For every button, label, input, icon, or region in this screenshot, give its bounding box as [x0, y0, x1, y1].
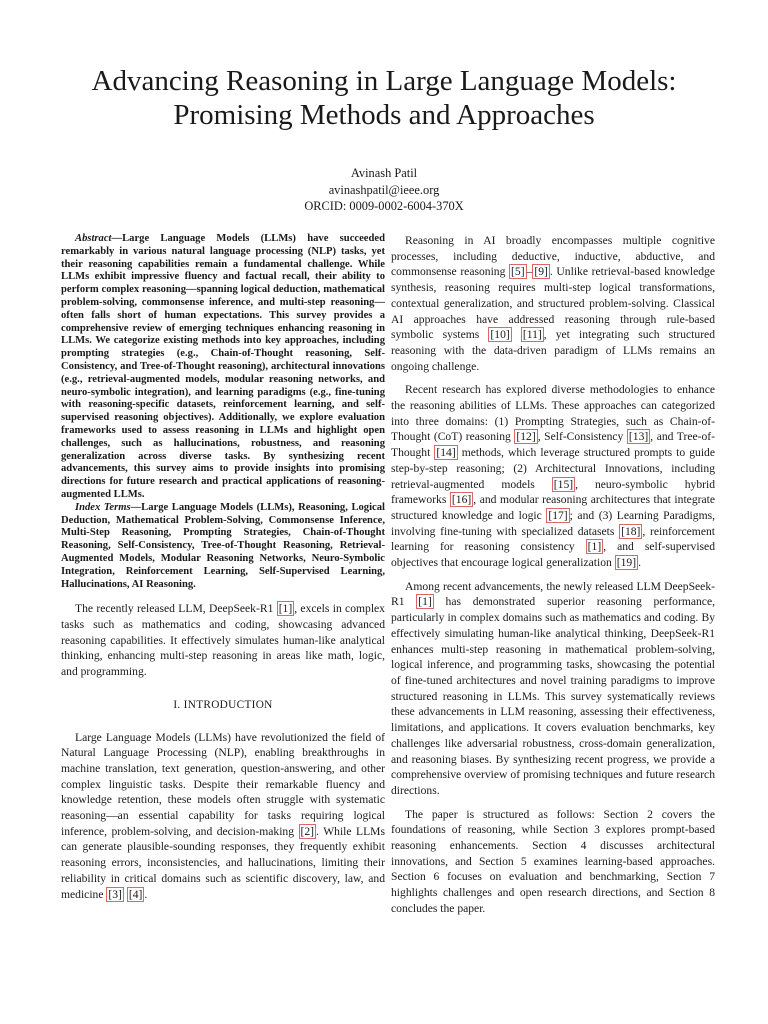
- citation-link[interactable]: [9]: [534, 265, 548, 279]
- text: . Unlike retrieval-based knowledge synthesis, reasoning requires multi-step logical transformations, contextual generalization, and structured problem-solving. Classical AI approaches have addressed reasoning through rule-based symbolic systems: [391, 265, 715, 342]
- author-block: [40, 165, 728, 215]
- section-number: I.: [173, 698, 184, 711]
- abstract-label: Abstract: [75, 233, 112, 244]
- author-orcid: ORCID: 0009-0002-6004-370X: [304, 199, 464, 213]
- text: . While LLMs can generate plausible-sounding responses, they frequently exhibit reasoning errors, inconsistencies, and hallucinations, limiting their reliability in critical domains such as scientific discovery, law, and medicine: [61, 824, 385, 901]
- text: .: [144, 887, 148, 901]
- text: Recent research has explored diverse methodologies to enhance the reasoning abilities of LLMs. These approaches can categorized into three domains: (1) Prompting Strategies, such as Chain-of-Thought (CoT) reasoning: [391, 383, 715, 444]
- citation-link[interactable]: [13]: [628, 430, 649, 444]
- index-terms: [61, 502, 385, 592]
- citation-link[interactable]: [1]: [278, 602, 293, 616]
- abstract-text: —Large Language Models (LLMs) have succeeded remarkably in various natural language processing (NLP) tasks, yet their reasoning capabilities remain a fundamental challenge. While LLMs exhibit impressive fluency and factual recall, their ability to perform complex reasoning—spanning logical deduction, mathematical problem-solving, commonsense inference, and multi-step reasoning—often falls short of human expectations. This survey provides a comprehensive review of emerging techniques enhancing reasoning in LLMs. We categorize existing methods into key approaches, including prompting strategies (e.g., Chain-of-Thought reasoning, Self-Consistency, and Tree-of-Thought reasoning), architectural innovations (e.g., retrieval-augmented models, modular reasoning networks, and neuro-symbolic integration), and learning paradigms (e.g., fine-tuning with reasoning-specific datasets, reinforcement learning, and self-supervised reasoning objectives). Additionally, we explore evaluation frameworks used to assess reasoning in LLMs and highlight open challenges, such as hallucinations, robustness, and reasoning generalization across diverse tasks. By synthesizing recent advancements, this survey aims to provide insights into promising directions for future research and practical applications of reasoning-augmented LLMs.: [61, 233, 385, 500]
- citation-link[interactable]: [4]: [128, 887, 143, 901]
- citation-link[interactable]: [15]: [553, 477, 574, 491]
- paragraph-methodologies: [391, 382, 715, 570]
- section-rest: NTRODUCTION: [187, 698, 273, 711]
- citation-link[interactable]: [3]: [108, 887, 122, 901]
- citation-link[interactable]: [14]: [436, 446, 456, 460]
- index-terms-label: Index Terms: [75, 501, 131, 513]
- paragraph-intro: [61, 730, 385, 903]
- citation-link[interactable]: [18]: [621, 524, 641, 538]
- author-name: Avinash Patil: [350, 166, 418, 180]
- paper-title: [40, 64, 728, 132]
- section-heading: [61, 698, 385, 714]
- text: The recently released LLM, DeepSeek-R1: [75, 602, 277, 616]
- citation-link[interactable]: [17]: [548, 508, 568, 522]
- text: , and Tree-of-Thought: [391, 430, 715, 460]
- paragraph-reasoning-ai: [391, 233, 715, 374]
- citation-link[interactable]: [2]: [300, 824, 315, 838]
- text: has demonstrated superior reasoning performance, particularly in complex domains such as mathematics and coding. By effectively simulating human-like analytical thinking, DeepSeek-R1 enhances multi-step reasoning in mathematical problem-solving, logical inference, and programming tasks, showcasing the potential of fine-tuned architectures and novel training paradigms to improve structured reasoning in LLMs. This survey systematically reviews these advancements in LLM reasoning, assessing their effectiveness, limitations, and applications. It covers evaluation benchmarks, key challenges like adversarial robustness, cross-domain generalization, and reasoning biases. By synthesizing recent progress, we provide a comprehensive overview of promising techniques and future research directions.: [391, 595, 715, 797]
- index-terms-text: —Large Language Models (LLMs), Reasoning, Logical Deduction, Mathematical Problem-Solving, Commonsense Inference, Multi-Step Reasoning, Prompting Strategies, Chain-of-Thought Reasoning, Self-Consistency, Tree-of-Thought Reasoning, Retrieval-Augmented Models, Modular Reasoning Networks, Neuro-Symbolic Integration, Reinforcement Learning, Self-Supervised Learning, Hallucinations, AI Reasoning.: [61, 501, 385, 590]
- text: methods, which leverage structured prompts to guide step-by-step reasoning; (2) Architectural Innovations, including retrieval-augmented models: [391, 446, 715, 491]
- paragraph-structure: The paper is structured as follows: Section 2 covers the foundations of reasoning, while Section 3 explores prompt-based reasoning enhancements. Section 4 discusses architectural innovations, and Section 5 examines learning-based approaches. Section 6 focuses on evaluation and benchmarking, Section 7 highlights challenges and open research directions, and Section 8 concludes the paper.: [391, 807, 715, 915]
- text: Among recent advancements, the newly released LLM DeepSeek-R1: [391, 579, 715, 609]
- title-line-2: Promising Methods and Approaches: [173, 99, 595, 131]
- text: Large Language Models (LLMs) have revolutionized the field of Natural Language Processing (NLP), enabling breakthroughs in machine translation, text generation, question-answering, and other complex linguistic tasks. Despite their remarkable fluency and knowledge retention, these models often struggle with systematic reasoning—an essential capability for tasks requiring logical inference, problem-solving, and decision-making: [61, 730, 385, 838]
- citation-link[interactable]: [1]: [418, 595, 432, 609]
- text: , reinforcement learning for reasoning consistency: [391, 524, 715, 554]
- section-first-letter: I: [183, 698, 188, 711]
- citation-link[interactable]: [11]: [522, 328, 542, 342]
- left-column: [61, 233, 385, 910]
- abstract: [61, 233, 385, 502]
- citation-link[interactable]: [12]: [516, 430, 536, 444]
- text: , neuro-symbolic hybrid frameworks: [391, 477, 715, 507]
- citation-link[interactable]: [5]: [511, 265, 525, 279]
- paragraph-deepseek-advancements: [391, 579, 715, 799]
- paragraph-deepseek-intro: [61, 601, 385, 680]
- title-line-1: Advancing Reasoning in Large Language Models:: [91, 65, 677, 97]
- text: Reasoning in AI broadly encompasses multiple cognitive processes, including deductive, inductive, abductive, and commonsense reasoning: [391, 234, 715, 279]
- citation-link[interactable]: [16]: [451, 493, 472, 507]
- right-column: [391, 233, 715, 925]
- text: , excels in complex tasks such as mathematics and coding, showcasing advanced reasoning capabilities. It effectively simulates human-like analytical thinking, enhancing multi-step reasoning in areas like math, logic, and programming.: [61, 602, 385, 679]
- citation-link[interactable]: [19]: [616, 556, 637, 570]
- text: ; and (3) Learning Paradigms, involving fine-tuning with specialized datasets: [391, 508, 715, 538]
- text: , and modular reasoning architectures that integrate structured knowledge and logic: [391, 493, 715, 522]
- text: , yet integrating such structured reasoning with the data-driven paradigm of LLMs remains an ongoing challenge.: [391, 328, 715, 373]
- text: .: [638, 556, 641, 570]
- author-email: avinashpatil@ieee.org: [328, 182, 440, 197]
- text: –: [526, 265, 533, 279]
- citation-link[interactable]: [10]: [490, 328, 510, 342]
- citation-link[interactable]: [1]: [587, 540, 602, 554]
- text: , and self-supervised objectives that encourage logical generalization: [391, 540, 716, 570]
- text: , Self-Consistency: [537, 430, 627, 444]
